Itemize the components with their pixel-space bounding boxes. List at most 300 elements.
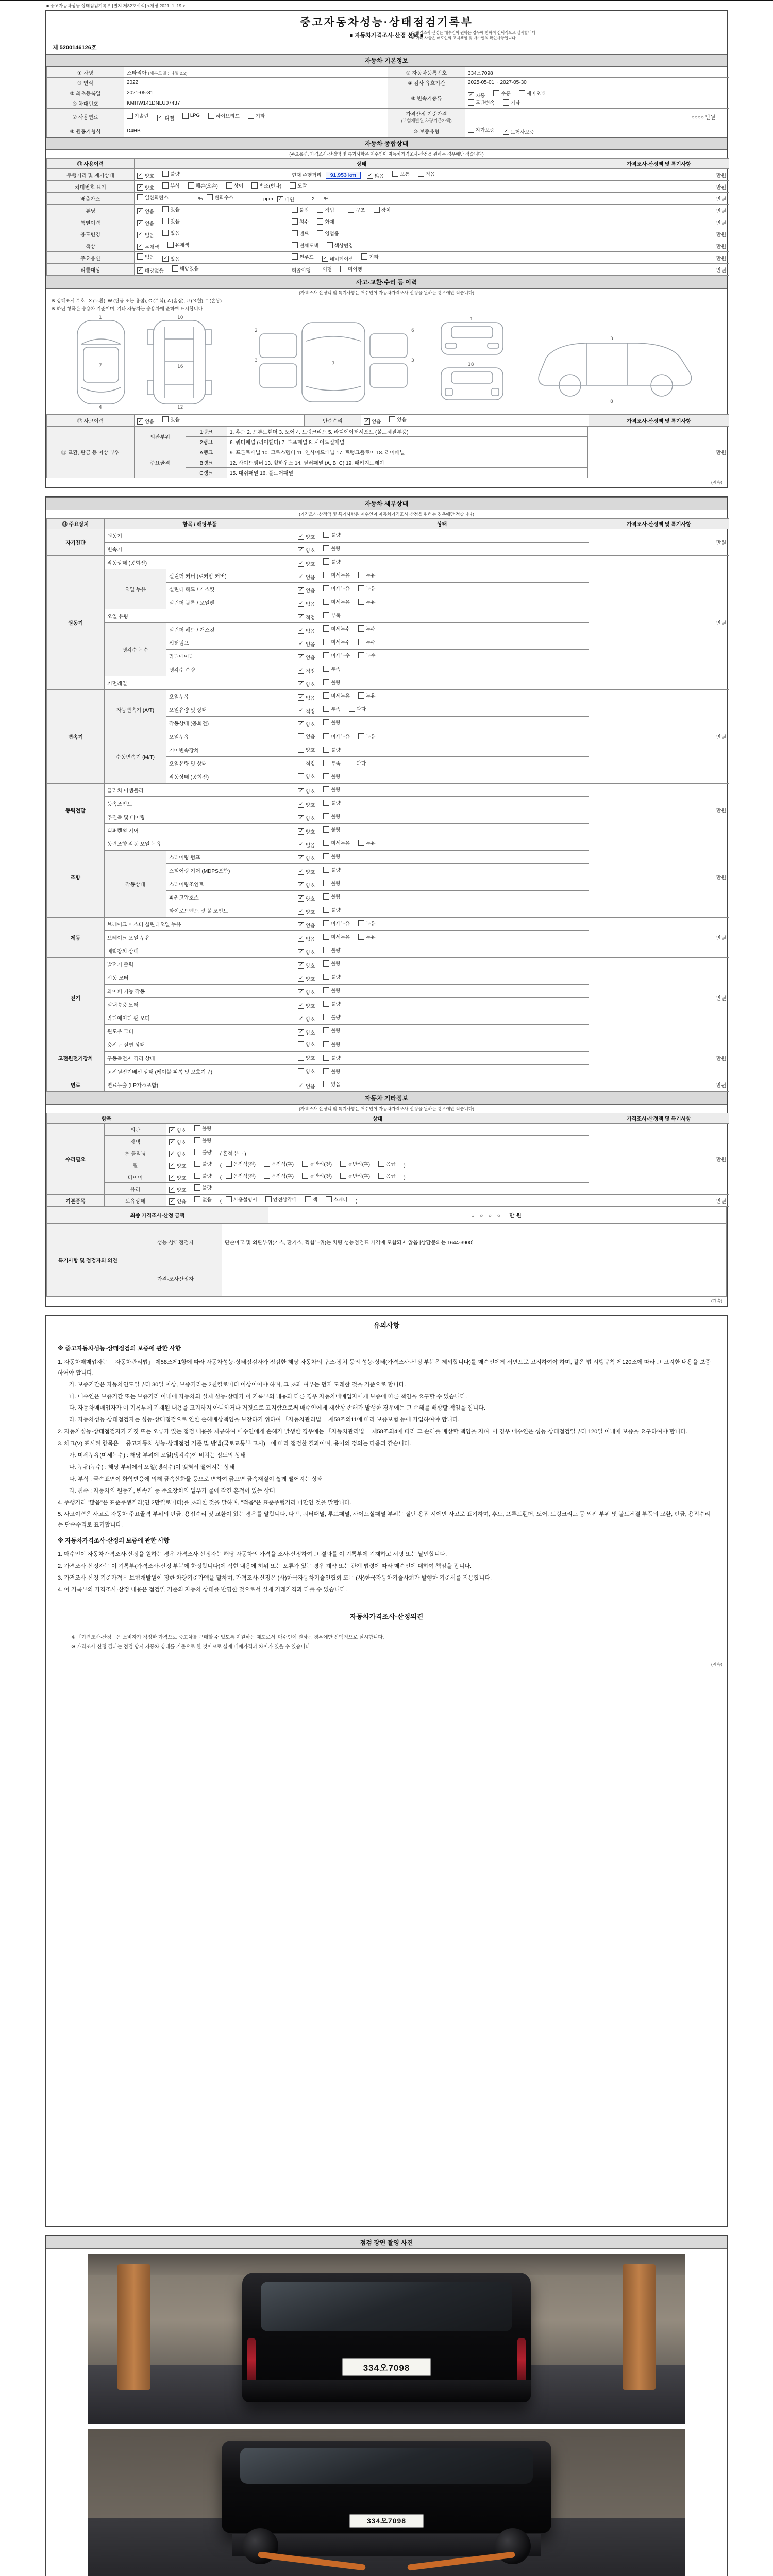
checkbox-icon[interactable] bbox=[323, 585, 329, 591]
checkbox-icon[interactable] bbox=[226, 1173, 232, 1179]
checkbox-option[interactable] bbox=[323, 1080, 340, 1088]
checkbox-icon[interactable] bbox=[226, 1196, 232, 1202]
checkbox-icon[interactable] bbox=[358, 599, 364, 605]
checkbox-option[interactable] bbox=[298, 1029, 315, 1036]
checkbox-option[interactable] bbox=[298, 587, 315, 594]
checkbox-option[interactable] bbox=[290, 182, 307, 189]
checkbox-option[interactable] bbox=[358, 839, 375, 846]
checkbox-option[interactable] bbox=[349, 759, 366, 767]
checkbox-option[interactable] bbox=[137, 418, 154, 425]
checkbox-option[interactable] bbox=[349, 705, 366, 713]
checkbox-option[interactable] bbox=[167, 241, 190, 248]
checkbox-option[interactable] bbox=[323, 705, 340, 713]
checkbox-option[interactable] bbox=[323, 853, 340, 860]
checkbox-option[interactable] bbox=[298, 707, 315, 715]
checkbox-option[interactable] bbox=[326, 1196, 348, 1203]
checkbox-option[interactable] bbox=[323, 612, 340, 619]
checkbox-option[interactable] bbox=[323, 652, 350, 659]
checked-checkbox-icon[interactable] bbox=[298, 869, 304, 875]
checked-checkbox-icon[interactable] bbox=[137, 267, 143, 274]
checkbox-option[interactable] bbox=[207, 194, 233, 201]
checkbox-option[interactable] bbox=[298, 1041, 315, 1048]
checkbox-icon[interactable] bbox=[349, 706, 355, 712]
checkbox-icon[interactable] bbox=[378, 1173, 384, 1179]
checkbox-icon[interactable] bbox=[298, 773, 304, 779]
checkbox-icon[interactable] bbox=[323, 1068, 329, 1074]
checkbox-option[interactable] bbox=[298, 746, 315, 753]
checked-checkbox-icon[interactable] bbox=[468, 92, 474, 98]
checkbox-option[interactable] bbox=[340, 265, 362, 273]
checked-checkbox-icon[interactable] bbox=[298, 1083, 304, 1089]
checkbox-icon[interactable] bbox=[323, 826, 329, 833]
checkbox-option[interactable] bbox=[323, 1027, 340, 1034]
checkbox-option[interactable] bbox=[323, 946, 340, 954]
checkbox-icon[interactable] bbox=[323, 599, 329, 605]
checkbox-icon[interactable] bbox=[323, 1027, 329, 1033]
checkbox-option[interactable] bbox=[323, 1041, 340, 1048]
checkbox-icon[interactable] bbox=[323, 800, 329, 806]
checkbox-icon[interactable] bbox=[226, 1161, 232, 1167]
checkbox-option[interactable] bbox=[194, 1148, 211, 1156]
checkbox-option[interactable] bbox=[323, 665, 340, 672]
checkbox-option[interactable] bbox=[162, 416, 179, 423]
checked-checkbox-icon[interactable] bbox=[137, 220, 143, 226]
checkbox-icon[interactable] bbox=[290, 182, 296, 189]
checkbox-option[interactable] bbox=[323, 598, 350, 605]
checkbox-icon[interactable] bbox=[358, 692, 364, 699]
checkbox-option[interactable] bbox=[298, 935, 315, 942]
checkbox-icon[interactable] bbox=[302, 1173, 308, 1179]
checkbox-option[interactable] bbox=[298, 922, 315, 929]
checkbox-option[interactable] bbox=[468, 99, 495, 106]
checkbox-icon[interactable] bbox=[358, 652, 364, 658]
checkbox-icon[interactable] bbox=[292, 253, 298, 260]
checkbox-icon[interactable] bbox=[323, 880, 329, 886]
checkbox-option[interactable] bbox=[298, 667, 315, 674]
checked-checkbox-icon[interactable] bbox=[137, 418, 143, 425]
checked-checkbox-icon[interactable] bbox=[157, 115, 163, 121]
checked-checkbox-icon[interactable] bbox=[137, 208, 143, 214]
checkbox-option[interactable] bbox=[323, 531, 340, 538]
checkbox-icon[interactable] bbox=[127, 113, 133, 119]
checkbox-option[interactable] bbox=[378, 1172, 395, 1179]
checkbox-option[interactable] bbox=[323, 879, 340, 887]
checkbox-option[interactable] bbox=[264, 1160, 294, 1167]
checked-checkbox-icon[interactable] bbox=[277, 196, 283, 202]
checkbox-option[interactable] bbox=[323, 638, 350, 646]
checkbox-icon[interactable] bbox=[519, 90, 525, 96]
checkbox-option[interactable] bbox=[194, 1196, 211, 1203]
checkbox-option[interactable] bbox=[358, 733, 375, 740]
checkbox-option[interactable] bbox=[389, 416, 406, 423]
checkbox-option[interactable] bbox=[298, 948, 315, 956]
checkbox-icon[interactable] bbox=[374, 207, 380, 213]
checkbox-icon[interactable] bbox=[323, 907, 329, 913]
checkbox-option[interactable] bbox=[323, 960, 340, 967]
checkbox-icon[interactable] bbox=[323, 706, 329, 712]
checkbox-option[interactable] bbox=[358, 598, 375, 605]
checked-checkbox-icon[interactable] bbox=[298, 788, 304, 794]
checkbox-option[interactable] bbox=[298, 895, 315, 902]
checkbox-option[interactable] bbox=[298, 560, 315, 567]
checked-checkbox-icon[interactable] bbox=[298, 641, 304, 647]
checkbox-icon[interactable] bbox=[323, 813, 329, 819]
checkbox-option[interactable] bbox=[298, 600, 315, 607]
checkbox-option[interactable] bbox=[157, 114, 174, 122]
checkbox-option[interactable] bbox=[317, 218, 334, 225]
checked-checkbox-icon[interactable] bbox=[298, 909, 304, 915]
checkbox-option[interactable] bbox=[323, 906, 340, 913]
checkbox-icon[interactable] bbox=[162, 218, 169, 224]
checkbox-option[interactable] bbox=[194, 1160, 211, 1167]
checkbox-option[interactable] bbox=[292, 242, 318, 249]
checked-checkbox-icon[interactable] bbox=[298, 882, 304, 888]
checkbox-icon[interactable] bbox=[292, 230, 298, 236]
checkbox-icon[interactable] bbox=[298, 1041, 304, 1047]
checkbox-option[interactable] bbox=[298, 962, 315, 969]
checked-checkbox-icon[interactable] bbox=[298, 855, 304, 861]
checkbox-option[interactable] bbox=[298, 681, 315, 688]
checkbox-option[interactable] bbox=[323, 571, 350, 579]
checkbox-icon[interactable] bbox=[378, 1161, 384, 1167]
checkbox-option[interactable] bbox=[323, 558, 340, 565]
checkbox-option[interactable] bbox=[162, 206, 179, 213]
checkbox-icon[interactable] bbox=[349, 760, 355, 766]
checkbox-icon[interactable] bbox=[298, 1068, 304, 1074]
checkbox-option[interactable] bbox=[298, 1067, 315, 1075]
checkbox-option[interactable] bbox=[323, 973, 340, 980]
checkbox-icon[interactable] bbox=[323, 625, 329, 632]
checkbox-icon[interactable] bbox=[389, 416, 395, 422]
checked-checkbox-icon[interactable] bbox=[298, 694, 304, 701]
checkbox-option[interactable] bbox=[169, 1186, 186, 1193]
checkbox-option[interactable] bbox=[182, 113, 200, 119]
checkbox-option[interactable] bbox=[169, 1139, 186, 1146]
checkbox-icon[interactable] bbox=[323, 840, 329, 846]
checkbox-option[interactable] bbox=[194, 1184, 211, 1191]
checkbox-icon[interactable] bbox=[358, 840, 364, 846]
checkbox-icon[interactable] bbox=[298, 733, 304, 739]
checkbox-option[interactable] bbox=[323, 786, 340, 793]
checked-checkbox-icon[interactable] bbox=[298, 708, 304, 714]
checked-checkbox-icon[interactable] bbox=[298, 828, 304, 835]
checkbox-icon[interactable] bbox=[323, 786, 329, 792]
checkbox-option[interactable] bbox=[323, 812, 340, 820]
checkbox-icon[interactable] bbox=[264, 1173, 270, 1179]
checkbox-option[interactable] bbox=[162, 255, 179, 262]
checkbox-option[interactable] bbox=[323, 920, 350, 927]
checkbox-option[interactable] bbox=[323, 773, 340, 780]
checkbox-icon[interactable] bbox=[194, 1173, 200, 1179]
checkbox-option[interactable] bbox=[323, 826, 340, 833]
checkbox-option[interactable] bbox=[137, 219, 154, 227]
checked-checkbox-icon[interactable] bbox=[298, 534, 304, 540]
checkbox-option[interactable] bbox=[208, 112, 240, 120]
checked-checkbox-icon[interactable] bbox=[137, 184, 143, 191]
checked-checkbox-icon[interactable] bbox=[298, 989, 304, 995]
checkbox-option[interactable] bbox=[358, 692, 375, 699]
checkbox-icon[interactable] bbox=[207, 194, 213, 200]
checked-checkbox-icon[interactable] bbox=[298, 922, 304, 928]
checkbox-option[interactable] bbox=[323, 759, 340, 767]
checked-checkbox-icon[interactable] bbox=[298, 895, 304, 902]
checkbox-option[interactable] bbox=[162, 229, 179, 236]
checkbox-option[interactable] bbox=[298, 547, 315, 554]
checkbox-icon[interactable] bbox=[323, 867, 329, 873]
checkbox-option[interactable] bbox=[264, 1172, 294, 1179]
checkbox-icon[interactable] bbox=[493, 90, 499, 96]
checkbox-option[interactable] bbox=[374, 206, 391, 213]
checkbox-icon[interactable] bbox=[323, 1014, 329, 1020]
checkbox-option[interactable] bbox=[194, 1137, 211, 1144]
checkbox-icon[interactable] bbox=[323, 1055, 329, 1061]
checkbox-option[interactable] bbox=[323, 893, 340, 900]
checkbox-option[interactable] bbox=[358, 920, 375, 927]
checkbox-option[interactable] bbox=[503, 128, 534, 135]
checkbox-option[interactable] bbox=[298, 533, 315, 540]
checkbox-option[interactable] bbox=[298, 989, 315, 996]
checked-checkbox-icon[interactable] bbox=[298, 1016, 304, 1022]
checkbox-icon[interactable] bbox=[317, 207, 323, 213]
checkbox-icon[interactable] bbox=[323, 692, 329, 699]
checkbox-option[interactable] bbox=[298, 828, 315, 835]
checkbox-option[interactable] bbox=[358, 625, 375, 632]
checked-checkbox-icon[interactable] bbox=[298, 614, 304, 620]
checkbox-icon[interactable] bbox=[315, 266, 321, 272]
checkbox-option[interactable] bbox=[348, 206, 365, 213]
checkbox-icon[interactable] bbox=[323, 773, 329, 779]
checkbox-option[interactable] bbox=[265, 1196, 297, 1203]
checkbox-icon[interactable] bbox=[358, 920, 364, 926]
checkbox-icon[interactable] bbox=[358, 572, 364, 578]
checkbox-icon[interactable] bbox=[340, 266, 346, 272]
checkbox-icon[interactable] bbox=[194, 1137, 200, 1143]
checkbox-option[interactable] bbox=[137, 243, 159, 250]
checked-checkbox-icon[interactable] bbox=[169, 1198, 175, 1205]
checkbox-option[interactable] bbox=[317, 230, 339, 237]
checkbox-option[interactable] bbox=[323, 746, 340, 753]
checkbox-option[interactable] bbox=[169, 1198, 186, 1205]
checked-checkbox-icon[interactable] bbox=[298, 681, 304, 687]
checkbox-option[interactable] bbox=[162, 182, 179, 189]
checkbox-icon[interactable] bbox=[323, 558, 329, 565]
checkbox-icon[interactable] bbox=[418, 171, 424, 177]
checked-checkbox-icon[interactable] bbox=[298, 574, 304, 580]
checked-checkbox-icon[interactable] bbox=[169, 1127, 175, 1133]
checkbox-option[interactable] bbox=[323, 585, 350, 592]
checkbox-option[interactable] bbox=[323, 1067, 340, 1075]
checkbox-icon[interactable] bbox=[162, 182, 169, 189]
checkbox-option[interactable] bbox=[169, 1150, 186, 1158]
checkbox-option[interactable] bbox=[137, 184, 154, 191]
checked-checkbox-icon[interactable] bbox=[169, 1175, 175, 1181]
checked-checkbox-icon[interactable] bbox=[322, 256, 328, 262]
blank-field[interactable]: 2 bbox=[305, 196, 322, 202]
checkbox-option[interactable] bbox=[468, 92, 485, 99]
checked-checkbox-icon[interactable] bbox=[298, 561, 304, 567]
checkbox-icon[interactable] bbox=[172, 265, 178, 272]
checkbox-option[interactable] bbox=[137, 208, 154, 215]
checkbox-option[interactable] bbox=[298, 975, 315, 982]
checkbox-option[interactable] bbox=[468, 126, 495, 133]
checked-checkbox-icon[interactable] bbox=[298, 628, 304, 634]
checkbox-option[interactable] bbox=[323, 692, 350, 699]
checkbox-option[interactable] bbox=[418, 170, 435, 177]
checked-checkbox-icon[interactable] bbox=[169, 1163, 175, 1169]
checkbox-option[interactable] bbox=[298, 1002, 315, 1009]
checkbox-option[interactable] bbox=[137, 231, 154, 239]
checkbox-option[interactable] bbox=[323, 1013, 340, 1021]
checkbox-option[interactable] bbox=[298, 614, 315, 621]
checkbox-option[interactable] bbox=[358, 652, 375, 659]
checkbox-option[interactable] bbox=[298, 801, 315, 808]
checkbox-option[interactable] bbox=[493, 90, 510, 97]
checkbox-option[interactable] bbox=[367, 172, 384, 179]
checkbox-icon[interactable] bbox=[361, 253, 367, 260]
checked-checkbox-icon[interactable] bbox=[503, 129, 509, 135]
checkbox-icon[interactable] bbox=[194, 1184, 200, 1191]
checkbox-icon[interactable] bbox=[323, 853, 329, 859]
checkbox-option[interactable] bbox=[298, 573, 315, 581]
checkbox-option[interactable] bbox=[226, 1160, 256, 1167]
checkbox-option[interactable] bbox=[323, 839, 350, 846]
checkbox-option[interactable] bbox=[226, 1172, 256, 1179]
checkbox-icon[interactable] bbox=[323, 612, 329, 618]
checkbox-option[interactable] bbox=[298, 788, 315, 795]
checkbox-icon[interactable] bbox=[298, 1055, 304, 1061]
checkbox-icon[interactable] bbox=[323, 960, 329, 967]
checkbox-option[interactable] bbox=[378, 1160, 395, 1167]
checkbox-option[interactable] bbox=[323, 545, 340, 552]
checkbox-option[interactable] bbox=[364, 418, 381, 425]
checkbox-icon[interactable] bbox=[162, 416, 169, 422]
checkbox-icon[interactable] bbox=[182, 113, 189, 119]
checkbox-option[interactable] bbox=[298, 868, 315, 875]
checkbox-icon[interactable] bbox=[323, 545, 329, 551]
checked-checkbox-icon[interactable] bbox=[298, 721, 304, 727]
checkbox-option[interactable] bbox=[298, 908, 315, 916]
checkbox-option[interactable] bbox=[323, 679, 340, 686]
checkbox-icon[interactable] bbox=[292, 207, 298, 213]
checkbox-option[interactable] bbox=[323, 719, 340, 726]
checkbox-icon[interactable] bbox=[265, 1196, 272, 1202]
checkbox-icon[interactable] bbox=[358, 934, 364, 940]
checkbox-icon[interactable] bbox=[317, 230, 323, 236]
checkbox-icon[interactable] bbox=[323, 532, 329, 538]
checkbox-option[interactable] bbox=[519, 90, 546, 97]
checked-checkbox-icon[interactable] bbox=[298, 976, 304, 982]
checked-checkbox-icon[interactable] bbox=[298, 601, 304, 607]
checkbox-option[interactable] bbox=[298, 759, 315, 767]
checkbox-option[interactable] bbox=[323, 866, 340, 873]
checkbox-icon[interactable] bbox=[194, 1161, 200, 1167]
checked-checkbox-icon[interactable] bbox=[298, 547, 304, 553]
checkbox-icon[interactable] bbox=[167, 242, 174, 248]
checkbox-option[interactable] bbox=[251, 182, 281, 189]
checkbox-icon[interactable] bbox=[323, 572, 329, 578]
checkbox-icon[interactable] bbox=[358, 625, 364, 632]
checkbox-icon[interactable] bbox=[162, 206, 169, 212]
checkbox-icon[interactable] bbox=[208, 113, 214, 119]
checkbox-icon[interactable] bbox=[162, 171, 169, 177]
checkbox-icon[interactable] bbox=[317, 218, 323, 225]
checkbox-option[interactable] bbox=[392, 170, 409, 177]
checked-checkbox-icon[interactable] bbox=[162, 256, 169, 262]
checkbox-icon[interactable] bbox=[226, 182, 232, 189]
checked-checkbox-icon[interactable] bbox=[298, 1029, 304, 1036]
checkbox-option[interactable] bbox=[298, 815, 315, 822]
checkbox-icon[interactable] bbox=[323, 974, 329, 980]
checkbox-option[interactable] bbox=[277, 196, 294, 203]
checkbox-icon[interactable] bbox=[327, 242, 333, 248]
checkbox-option[interactable] bbox=[317, 206, 334, 213]
checkbox-option[interactable] bbox=[358, 585, 375, 592]
checkbox-option[interactable] bbox=[298, 721, 315, 728]
checkbox-icon[interactable] bbox=[323, 652, 329, 658]
checkbox-icon[interactable] bbox=[323, 719, 329, 725]
checkbox-option[interactable] bbox=[323, 987, 340, 994]
checkbox-icon[interactable] bbox=[323, 1081, 329, 1087]
checkbox-icon[interactable] bbox=[194, 1125, 200, 1131]
checked-checkbox-icon[interactable] bbox=[298, 1003, 304, 1009]
checkbox-icon[interactable] bbox=[392, 171, 398, 177]
checkbox-option[interactable] bbox=[169, 1162, 186, 1170]
checkbox-icon[interactable] bbox=[340, 1161, 346, 1167]
checkbox-option[interactable] bbox=[162, 170, 179, 177]
checkbox-icon[interactable] bbox=[468, 127, 474, 133]
checkbox-option[interactable] bbox=[298, 627, 315, 634]
checkbox-icon[interactable] bbox=[323, 934, 329, 940]
checkbox-option[interactable] bbox=[226, 1196, 257, 1203]
checkbox-option[interactable] bbox=[323, 1054, 340, 1061]
checkbox-icon[interactable] bbox=[188, 182, 194, 189]
checkbox-icon[interactable] bbox=[162, 230, 169, 236]
checkbox-option[interactable] bbox=[302, 1160, 332, 1167]
checkbox-icon[interactable] bbox=[292, 218, 298, 225]
checkbox-icon[interactable] bbox=[358, 733, 364, 739]
checkbox-icon[interactable] bbox=[137, 194, 143, 200]
checkbox-option[interactable] bbox=[292, 230, 309, 237]
checkbox-option[interactable] bbox=[169, 1174, 186, 1181]
checkbox-icon[interactable] bbox=[323, 679, 329, 685]
checkbox-icon[interactable] bbox=[323, 666, 329, 672]
checkbox-option[interactable] bbox=[298, 882, 315, 889]
checkbox-icon[interactable] bbox=[323, 920, 329, 926]
checkbox-icon[interactable] bbox=[348, 207, 354, 213]
checked-checkbox-icon[interactable] bbox=[298, 962, 304, 969]
checkbox-icon[interactable] bbox=[323, 760, 329, 766]
checkbox-icon[interactable] bbox=[503, 99, 509, 106]
checkbox-option[interactable] bbox=[137, 253, 154, 260]
checkbox-option[interactable] bbox=[323, 1000, 340, 1007]
checkbox-option[interactable] bbox=[302, 1172, 332, 1179]
checkbox-icon[interactable] bbox=[298, 760, 304, 766]
checkbox-option[interactable] bbox=[162, 217, 179, 225]
checked-checkbox-icon[interactable] bbox=[364, 418, 370, 425]
checkbox-icon[interactable] bbox=[248, 113, 254, 119]
checked-checkbox-icon[interactable] bbox=[298, 936, 304, 942]
checked-checkbox-icon[interactable] bbox=[298, 654, 304, 660]
checkbox-option[interactable] bbox=[361, 253, 378, 260]
checkbox-option[interactable] bbox=[340, 1160, 370, 1167]
checkbox-icon[interactable] bbox=[292, 242, 298, 248]
checkbox-option[interactable] bbox=[298, 1054, 315, 1061]
checked-checkbox-icon[interactable] bbox=[298, 587, 304, 594]
checkbox-option[interactable] bbox=[298, 855, 315, 862]
checked-checkbox-icon[interactable] bbox=[298, 802, 304, 808]
checkbox-icon[interactable] bbox=[251, 182, 258, 189]
checkbox-option[interactable] bbox=[292, 206, 309, 213]
